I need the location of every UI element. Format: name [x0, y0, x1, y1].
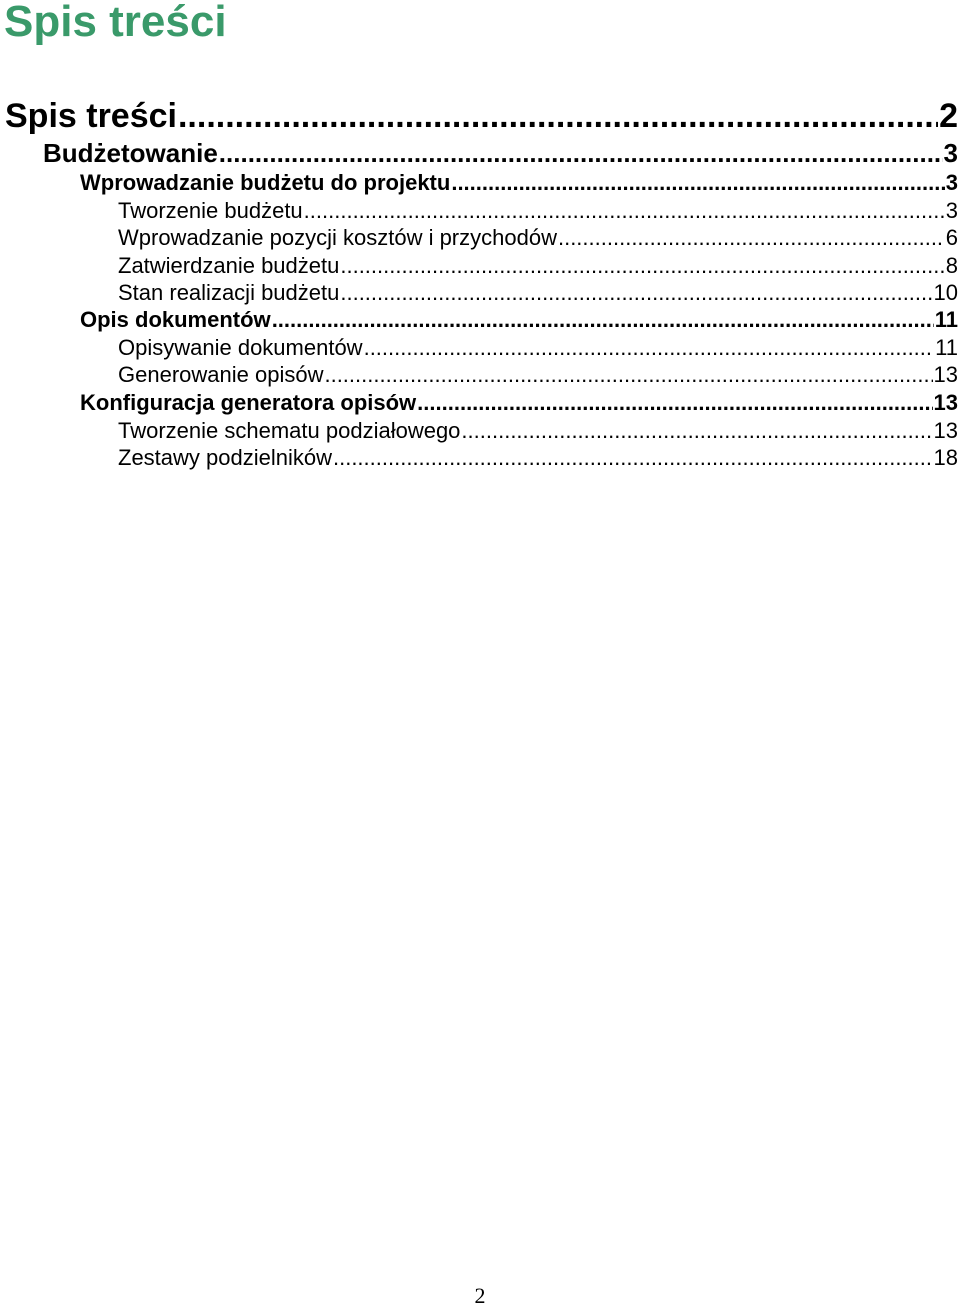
toc-leader-dots — [451, 169, 944, 197]
toc-entry-page: 11 — [935, 335, 958, 361]
toc-leader-dots — [558, 224, 945, 251]
toc-entry-page: 11 — [934, 307, 958, 333]
toc-entry[interactable] — [0, 417, 960, 444]
toc-entry-page: 2 — [939, 97, 958, 135]
page-title: Spis treści — [4, 0, 227, 46]
toc-leader-dots — [340, 252, 944, 279]
toc-entry[interactable] — [0, 137, 960, 169]
toc-leader-dots — [178, 95, 938, 137]
toc-leader-dots — [417, 389, 932, 417]
toc-entry-title: Wprowadzanie pozycji kosztów i przychodów — [118, 225, 557, 251]
toc-leader-dots — [340, 279, 932, 306]
toc-leader-dots — [304, 197, 945, 224]
toc-entry-title: Generowanie opisów — [118, 362, 324, 388]
toc-entry-title: Zestawy podzielników — [118, 445, 332, 471]
toc-entry-page: 3 — [943, 138, 958, 168]
toc-entry[interactable] — [0, 361, 960, 388]
toc-entry[interactable] — [0, 334, 960, 361]
toc-entry-page: 3 — [945, 198, 958, 223]
toc-leader-dots — [219, 137, 943, 169]
toc-leader-dots — [333, 444, 933, 471]
toc-entry[interactable] — [0, 224, 960, 251]
toc-entry[interactable] — [0, 444, 960, 471]
page-number: 2 — [474, 1283, 486, 1308]
toc-entry-title: Opis dokumentów — [80, 307, 271, 333]
toc-entry[interactable] — [0, 95, 960, 137]
toc-entry[interactable] — [0, 389, 960, 417]
toc-entry-page: 6 — [945, 225, 958, 251]
toc-entry-page: 13 — [933, 417, 958, 443]
toc-entry[interactable] — [0, 306, 960, 334]
toc-entry-title: Zatwierdzanie budżetu — [118, 252, 340, 278]
toc-entry-title: Wprowadzanie budżetu do projektu — [80, 170, 451, 195]
toc-entry[interactable] — [0, 169, 960, 197]
toc-entry-page: 3 — [945, 170, 958, 195]
toc-leader-dots — [272, 306, 934, 334]
toc-leader-dots — [461, 417, 932, 444]
toc-entry-page: 13 — [933, 362, 958, 388]
toc-entry-title: Budżetowanie — [43, 138, 218, 168]
toc-entry-title: Konfiguracja generatora opisów — [80, 389, 417, 415]
toc-entry-title: Stan realizacji budżetu — [118, 279, 340, 305]
toc-entry-page: 8 — [945, 252, 958, 278]
toc-leader-dots — [324, 361, 932, 388]
toc-leader-dots — [364, 334, 935, 361]
toc-entry-page: 18 — [933, 445, 958, 471]
table-of-contents — [0, 95, 960, 471]
toc-entry[interactable] — [0, 197, 960, 224]
toc-entry-title: Tworzenie budżetu — [118, 198, 303, 223]
toc-entry[interactable] — [0, 252, 960, 279]
toc-entry-page: 13 — [933, 389, 958, 415]
toc-entry-title: Tworzenie schematu podziałowego — [118, 417, 461, 443]
toc-entry-title: Spis treści — [5, 97, 177, 135]
toc-entry-title: Opisywanie dokumentów — [118, 335, 363, 361]
toc-entry-page: 10 — [933, 279, 958, 305]
toc-entry[interactable] — [0, 279, 960, 306]
